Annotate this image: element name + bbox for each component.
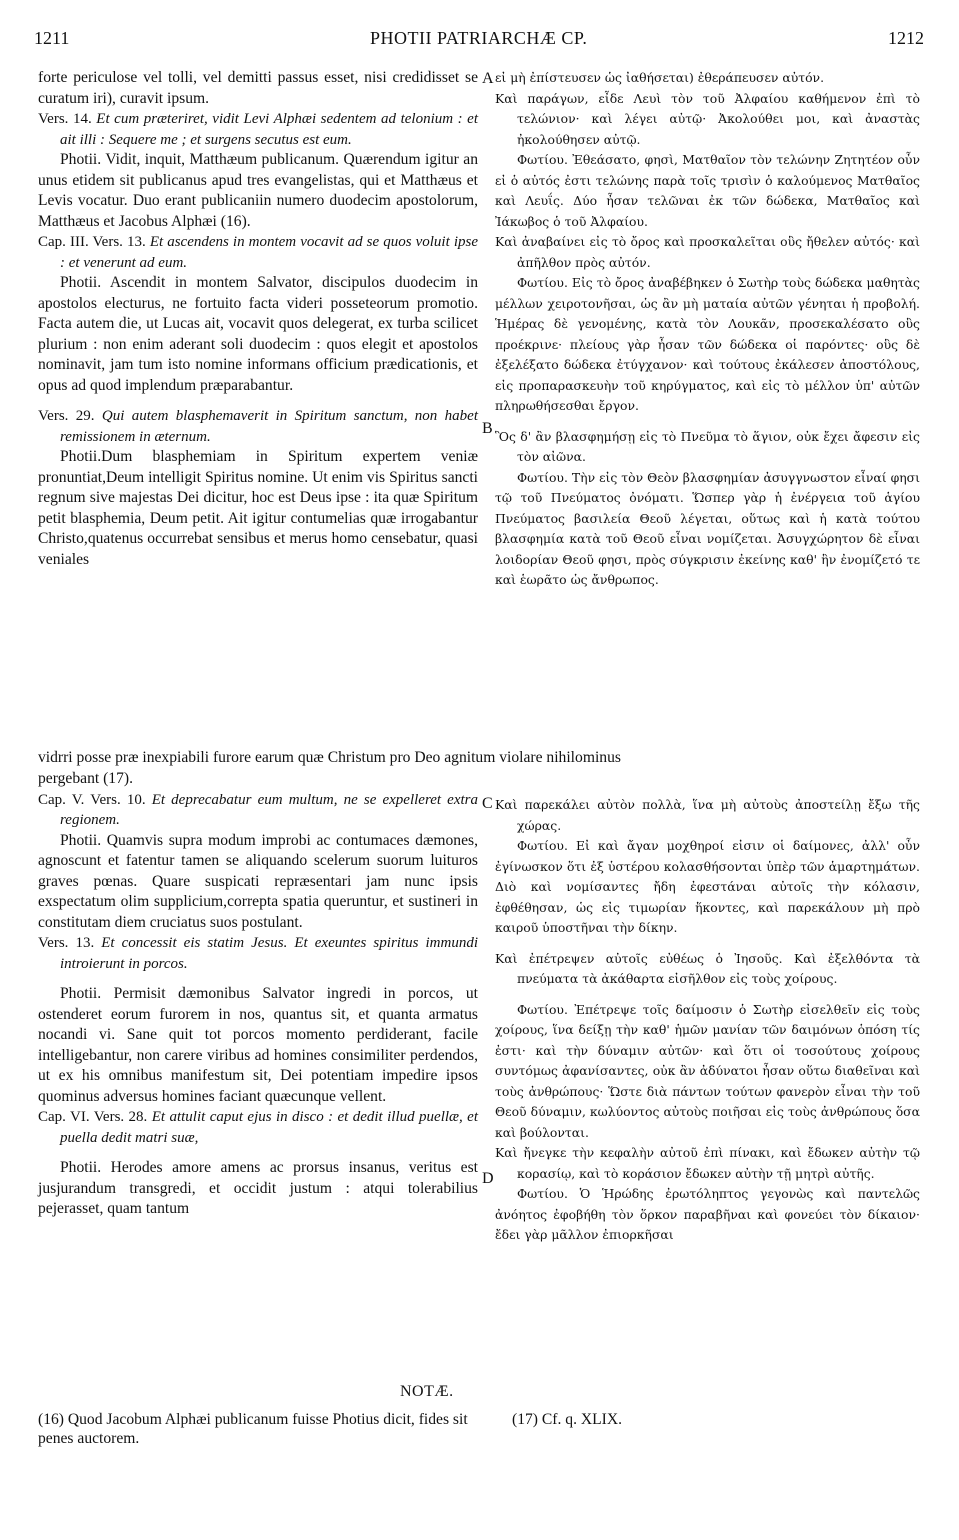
verse-text: Et ascendens in montem vocavit ad se quos voluit ipse : et venerunt ad eum.	[60, 234, 478, 271]
verse-heading	[38, 933, 478, 974]
greek-paragraph: Φωτίου. Ἐπέτρεψε τοῖς δαίμοσιν ὁ Σωτὴρ εἰσελθεῖν εἰς τοὺς χοίρους, ἵνα δείξῃ τὴν καθ' ἡμῶν μανίαν τῶν δαιμόνων ὁπόση τίς ἐστι· καὶ τὴν δύναμιν αὐτῶν· καὶ ὅτι οἱ τοσούτους χοίρους συντόμως ἀφανίσαντες, οὐκ ἂν ἀδύνατοι ἦσαν οὕτω διαθεῖναι καὶ τοὺς ἀνθρώπους· Ὥστε διὰ πάντων τούτων φανερὸν εἶναι τὴν τοῦ Θεοῦ δύναμιν, κωλύοντος αὐτοὺς ποιῆσαι εἰς τοὺς ἀνθρώπους ὅσα καὶ βούλονται.	[495, 1001, 920, 1140]
verse-ref: Cap. V. Vers. 10.	[38, 791, 146, 808]
verse-ref: Cap. III. Vers. 13.	[38, 234, 146, 250]
latin-column-upper	[38, 68, 478, 570]
column-marker-d: D	[482, 1170, 494, 1187]
latin-paragraph: Photii. Permisit dæmonibus Salvator ingredi in porcos, ut ostenderet eorum furorem in nos, quantus sit, et quanta armatus nocandi vi. Sane quit tot porcos momento perdiderant, facile intelligebantur, non carere viribus ad homines consimiliter perdendos, ut ex his omnibus manifestum sit, Dei potentiam impedire ipsos quominus adversus homines faciant quæcunque vellent.	[38, 985, 478, 1105]
column-marker-b: B	[482, 420, 493, 437]
latin-paragraph: pergebant (17).	[38, 770, 133, 787]
latin-paragraph: Photii. Ascendit in montem Salvator, discipulos duodecim in apostolos electurus, ne fortuito facta videri posseteorum promotio. Facta autem die, ut Lucas ait, vocavit quos delegerat, ex turba scilicet plurium : non enim aderant soli duodecim : quos elegit et apostolos nominavit, jam tum isto nomine informans officium prædicationis, et opus ad quod implendum præparabantur.	[38, 274, 478, 394]
latin-paragraph: Photii. Vidit, inquit, Matthæum publicanum. Quærendum igitur an unus etidem sit publicanus apud tres evangelistas, qui et Matthæus et Levis vocatur. Duo erant publicaniin numero duodecim apostolorum, Matthæus et Jacobus Alphæi (16).	[38, 151, 478, 230]
page-number-right: 1212	[888, 28, 924, 48]
spanning-line: vidrri posse præ inexpiabili furore earum quæ Christum pro Deo agnitum violare nihilominus	[38, 749, 621, 766]
latin-paragraph: Photii. Quamvis supra modum improbi ac contumaces dæmones, agnoscunt et fatentur tamen se aliquando scelerum suorum luituros graves pœnas. Quare suspicati repræsentari jam nunc ipsis exspectatum olim supplicium,correpta spatia queruntur, et sustineri in constitutam diem cruciatus suos postulant.	[38, 831, 478, 931]
greek-paragraph: Φωτίου. Ὁ Ἡρώδης ἐρωτόληπτος γεγονὼς καὶ παντελῶς ἀνόητος ἐφοβήθη τὸν ὅρκον παραβῆναι καὶ φονεύει τὸν δίκαιον· ἔδει γὰρ μᾶλλον ἐπιορκῆσαι	[495, 1186, 920, 1242]
verse-text: Et concessit eis statim Jesus. Et exeuntes spiritus immundi introierunt in porcos.	[60, 935, 478, 972]
greek-verse: Καὶ ἐπέτρεψεν αὐτοῖς εὐθέως ὁ Ἰησοῦς. Καὶ ἐξελθόντα τὰ πνεύματα τὰ ἀκάθαρτα εἰσῆλθον εἰς τοὺς χοίρους.	[495, 950, 920, 986]
verse-ref: Vers. 14.	[38, 111, 92, 127]
greek-paragraph: εἰ μὴ ἐπίστευσεν ὡς ἰαθήσεται) ἐθεράπευσεν αὐτόν.	[495, 70, 825, 85]
running-title: PHOTII PATRIARCHÆ CP.	[370, 28, 588, 48]
footnote-16: (16) Quod Jacobum Alphæi publicanum fuisse Photius dicit, fides sit penes auctorem.	[38, 1411, 468, 1447]
verse-heading	[38, 790, 478, 831]
latin-paragraph: Photii.Dum blasphemiam in Spiritum expertem veniæ pronuntiat,Deum intelligit Spiritus nomine. Ut enim vis Spiritus sancti regnum sive majestas Dei dicitur, hoc est Deus ipse : ita quæ Spiritum petit blasphemia, Deum petit. Ait igitur contumelias quæ irrogabantur Christo,quatenus occurrebat sensibus et merus homo censebatur, quasi veniales	[38, 448, 478, 568]
verse-text: Et attulit caput ejus in disco : et dedit illud puellæ, et puella dedit matri suæ,	[60, 1109, 479, 1146]
verse-heading	[38, 109, 478, 150]
footnote-17: (17) Cf. q. XLIX.	[512, 1411, 623, 1428]
verse-ref: Vers. 13.	[38, 935, 95, 951]
verse-heading	[38, 232, 478, 273]
greek-paragraph: Φωτίου. Τὴν εἰς τὸν Θεὸν βλασφημίαν ἀσυγγνωστον εἶναί φησι τῷ τοῦ Πνεύματος ὀνόματι. Ὥσπερ γὰρ ἡ ἐνέργεια τοῦ ἁγίου Πνεύματος βασιλεία Θεοῦ λέγεται, οὕτως καὶ ἡ κατὰ τούτου βλασφημία κατὰ τοῦ Θεοῦ εἶναι νομίζεται. Ἀσυγχώρητον δὲ εἶναι λοιδορίαν Θεοῦ φησι, πρὸς σύγκρισιν ἐκείνης καθ' ἣν ἐνομίζετό τε καὶ ἑωρᾶτο ὡς ἄνθρωπος.	[495, 469, 920, 587]
greek-verse: Καὶ παρεκάλει αὐτὸν πολλὰ, ἵνα μὴ αὐτοὺς ἀποστείλῃ ἔξω τῆς χώρας.	[495, 797, 920, 833]
notes-title: NOTÆ.	[400, 1383, 454, 1400]
verse-heading	[38, 1107, 478, 1148]
greek-paragraph: Φωτίου. Ἐθεάσατο, φησὶ, Ματθαῖον τὸν τελώνην Ζητητέον οὖν εἰ ὁ αὐτός ἐστι τελώνης παρὰ τοῖς τρισὶν ὁ καλούμενος Ματθαῖος καὶ Λευΐς. Δύο ἦσαν τελῶναι ἐκ τῶν δώδεκα, Ματθαῖος καὶ Ἰάκωβος ὁ τοῦ Ἀλφαίου.	[495, 152, 920, 229]
verse-ref: Cap. VI. Vers. 28.	[38, 1109, 148, 1125]
greek-verse: Καὶ ἀναβαίνει εἰς τὸ ὄρος καὶ προσκαλεῖται οὓς ἤθελεν αὐτός· καὶ ἀπῆλθον πρὸς αὐτόν.	[495, 234, 920, 270]
latin-paragraph: Photii. Herodes amore amens ac prorsus insanus, veritus est jusjurandum transgredi, et occidit justum : atqui tolerabilius pejerasset, quam tantum	[38, 1159, 478, 1217]
latin-column-lower	[38, 769, 478, 1220]
latin-paragraph: forte periculose vel tolli, vel demitti passus esset, nisi credidisset se curatum iri), curavit ipsum.	[38, 69, 478, 107]
verse-heading	[38, 406, 478, 447]
greek-verse: Ὃς δ' ἂν βλασφημήσῃ εἰς τὸ Πνεῦμα τὸ ἅγιον, οὐκ ἔχει ἄφεσιν εἰς τὸν αἰῶνα.	[495, 428, 920, 464]
greek-verse: Καὶ ἤνεγκε τὴν κεφαλὴν αὐτοῦ ἐπὶ πίνακι, καὶ ἔδωκεν αὐτὴν τῷ κορασίῳ, καὶ τὸ κοράσιον ἔδωκεν αὐτὴν τῇ μητρὶ αὐτῆς.	[495, 1145, 920, 1181]
column-marker-a: A	[482, 70, 494, 87]
page-number-left: 1211	[34, 28, 70, 48]
page-header	[34, 22, 924, 54]
verse-text: Et deprecabatur eum multum, ne se expelleret extra regionem.	[60, 791, 479, 828]
greek-column-upper	[495, 68, 920, 591]
greek-verse: Καὶ παράγων, εἶδε Λευὶ τὸν τοῦ Ἀλφαίου καθήμενον ἐπὶ τὸ τελώνιον· καὶ λέγει αὐτῷ· Ἀκολούθει μοι, καὶ ἀναστὰς ἠκολούθησεν αὐτῷ.	[495, 90, 920, 147]
greek-paragraph: Φωτίου. Εἰ καὶ ἄγαν μοχθηροί εἰσιν οἱ δαίμονες, ἀλλ' οὖν ἐγίνωσκον ὅτι ἐξ ὑστέρου κολασθήσονται ὑπὲρ τῶν ἁμαρτημάτων. Διὸ καὶ νομίσαντες ἤδη ἐφεστάναι αὐτοῖς τὴν κόλασιν, ἐφθέθησαν, ὡς εἰς τιμωρίαν ἥκοντες, καὶ παρεκάλουν μὴ πρὸ καιροῦ ὑποστῆναι τὴν δίκην.	[495, 838, 920, 935]
verse-ref: Vers. 29.	[38, 408, 95, 424]
column-marker-c: C	[482, 795, 493, 812]
verse-text: Et cum præteriret, vidit Levi Alphæi sedentem ad telonium : et ait illi : Sequere me ; et surgens secutus est eum.	[60, 111, 478, 148]
greek-column-lower	[495, 795, 920, 1246]
verse-text: Qui autem blasphemaverit in Spiritum sanctum, non habet remissionem in æternum.	[60, 408, 478, 445]
greek-paragraph: Φωτίου. Εἰς τὸ ὄρος ἀναβέβηκεν ὁ Σωτὴρ τοὺς δώδεκα μαθητὰς μέλλων χειροτονῆσαι, ὡς ἂν μὴ ματαία αὐτῶν γένηται ἡ προβολή. Ἡμέρας δὲ γενομένης, κατὰ τὸν Λουκᾶν, προσεκαλέσατο οὓς προέκρινε· πλείους γὰρ ἦσαν τῶν δώδεκα οἱ παρόντες· οὓς δὲ ἐξελέξατο δώδεκα ἐτύγχανον· καὶ τούτους ἐκάλεσεν ἀποστόλους, εἰς προπαρασκευὴν τοῦ κηρύγματος, καὶ εἰς τὸ μέλλον ὑπ' αὐτῶν πληρωθήσεσθαι ἔργον.	[495, 275, 920, 413]
